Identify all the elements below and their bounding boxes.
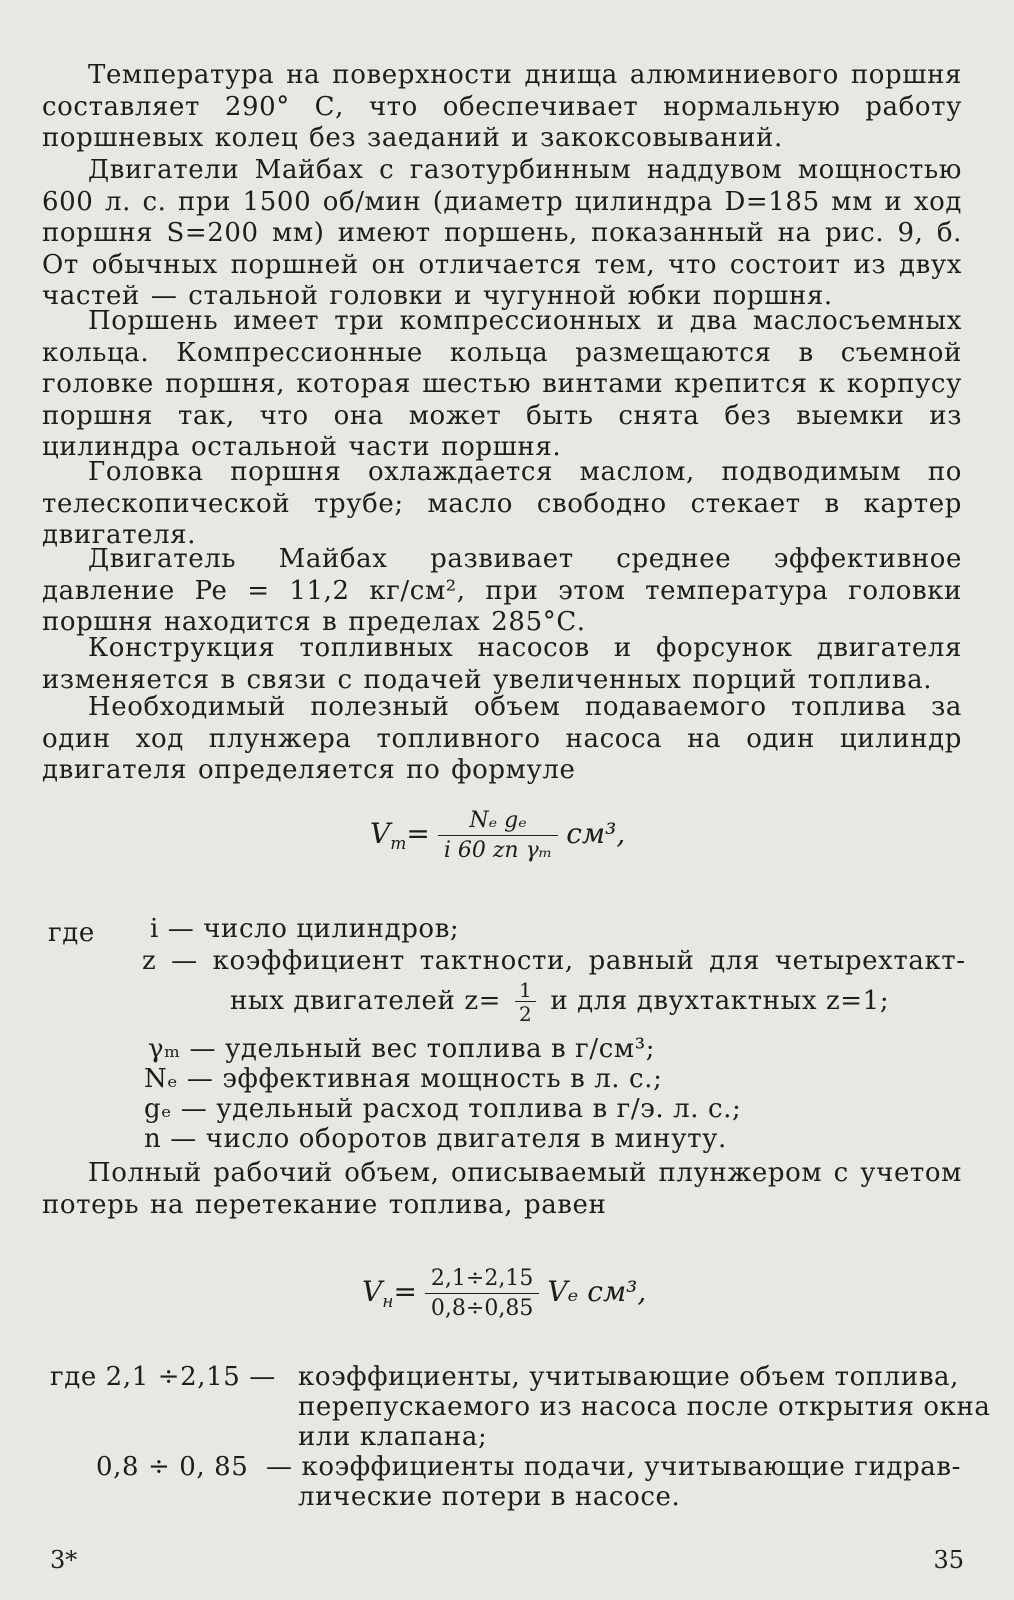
formula2-lhs: V: [362, 1275, 383, 1308]
paragraph-effective-pressure: Двигатель Майбах развивает среднее эффективное давление Pe = 11,2 кг/см², при этом температура головки поршня находится в пределах 285°С.: [42, 544, 962, 637]
def-z-continuation: [230, 980, 889, 1024]
formula1-unit: см³,: [566, 817, 626, 850]
def-n: n — число оборотов двигателя в минуту.: [144, 1124, 727, 1154]
paragraph-piston-temperature: Температура на поверхности днища алюминиевого поршня составляет 290° С, что обеспечивает нормальную работу поршневых колец без заеданий и закоксовываний.: [42, 60, 962, 153]
def-z-cont-b: и для двухтактных z=1;: [550, 986, 890, 1016]
paragraph-fuel-volume: Необходимый полезный объем подаваемого топлива за один ход плунжера топливного насоса на один цилиндр двигателя определяется по формуле: [42, 692, 962, 785]
coef-1-label: где 2,1 ÷2,15 —: [50, 1362, 276, 1392]
z-fraction-den: 2: [519, 1002, 533, 1026]
formula1-denominator: i 60 zn γₘ: [443, 838, 553, 863]
z-fraction-num: 1: [515, 980, 536, 1002]
paragraph-fuel-pumps: Конструкция топливных насосов и форсунок двигателя изменяется в связи с подачей увеличенных порций топлива.: [42, 633, 962, 695]
formula-useful-volume: $V_m=$ $\frac{\text{Nₑ gₑ}}{\text{i 60 zn γₘ}}$ см³,: [370, 808, 626, 863]
formula2-fraction: [425, 1266, 539, 1321]
where-label: где: [48, 918, 95, 948]
def-ge: gₑ — удельный расход топлива в г/э. л. с.;: [144, 1094, 742, 1124]
page-number: 35: [933, 1546, 964, 1574]
formula2-numerator: 2,1÷2,15: [425, 1266, 539, 1294]
coef-2-label: 0,8 ÷ 0, 85: [96, 1452, 249, 1482]
formula2-lhs-sub: н: [382, 1292, 394, 1312]
z-fraction: [515, 980, 536, 1024]
def-i: i — число цилиндров;: [150, 914, 460, 944]
formula1-fraction: [438, 808, 558, 863]
def-z: z — коэффициент тактности, равный для четырехтакт-: [142, 946, 966, 976]
def-gamma: γₘ — удельный вес топлива в г/см³;: [148, 1034, 656, 1064]
coef-2-desc-end: лические потери в насосе.: [298, 1482, 681, 1512]
paragraph-piston-rings: Поршень имеет три компрессионных и два маслосъемных кольца. Компрессионные кольца размещаются в съемной головке поршня, которая шестью винтами крепится к корпусу поршня так, что она может быть снята без выемки из цилиндра остальной части поршня.: [42, 306, 962, 462]
def-ne: Nₑ — эффективная мощность в л. с.;: [144, 1064, 663, 1094]
signature-mark: 3*: [50, 1546, 78, 1574]
coef-2-desc: — коэффициенты подачи, учитывающие гидрав-: [266, 1452, 961, 1482]
formula1-lhs-sub: m: [390, 834, 407, 854]
coef-1-desc-end: или клапана;: [298, 1422, 488, 1452]
formula-full-volume: $V_н=$ $\frac{2,1\div 2,15}{0,8\div 0,85}$ Vₑ см³,: [362, 1266, 647, 1321]
formula1-lhs: V: [370, 817, 391, 850]
paragraph-head-cooling: Головка поршня охлаждается маслом, подводимым по телескопической трубе; масло свободно стекает в картер двигателя.: [42, 457, 962, 550]
formula2-tail: Vₑ см³,: [547, 1275, 647, 1308]
paragraph-maybach-engines: Двигатели Майбах с газотурбинным наддувом мощностью 600 л. с. при 1500 об/мин (диаметр цилиндра D=185 мм и ход поршня S=200 мм) имеют поршень, показанный на рис. 9, б. От обычных поршней он отличается тем, что состоит из двух частей — стальной головки и чугунной юбки поршня.: [42, 155, 962, 311]
coef-1-desc-cont: перепускаемого из насоса после открытия окна: [298, 1392, 991, 1422]
def-z-cont-a: ных двигателей z=: [230, 986, 501, 1016]
coef-1-desc: коэффициенты, учитывающие объем топлива,: [298, 1362, 960, 1392]
paragraph-full-volume: Полный рабочий объем, описываемый плунжером с учетом потерь на перетекание топлива, равен: [42, 1158, 962, 1220]
formula2-denominator: 0,8÷0,85: [430, 1296, 534, 1321]
formula1-numerator: Nₑ gₑ: [438, 808, 558, 836]
